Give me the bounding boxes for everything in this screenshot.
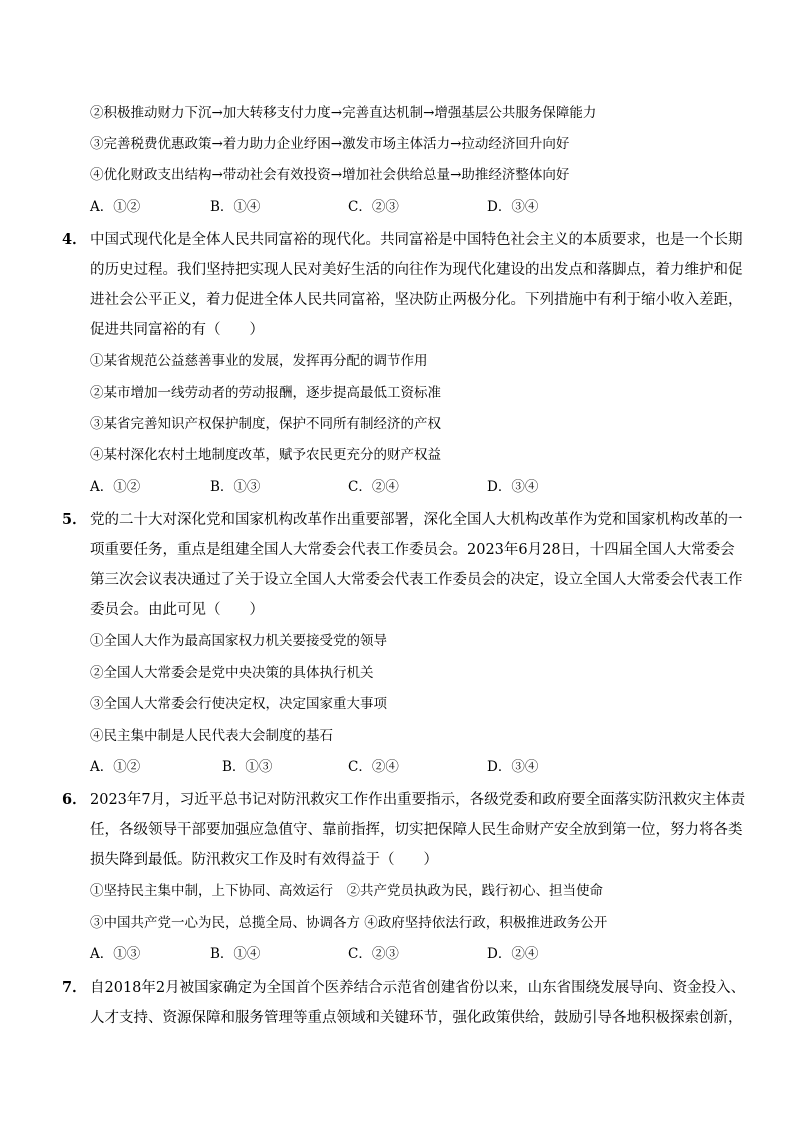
q7-number: 7． bbox=[62, 979, 87, 996]
q5-item-2: ②全国人大常委会是党中央决策的具体执行机关 bbox=[90, 665, 374, 681]
q5-option-b: B．①③ bbox=[222, 759, 273, 775]
q6-stem-line-2: 任，各级领导干部要加强应急值守、靠前指挥，切实把保障人民生命财产安全放到第一位，努力将各类 bbox=[90, 822, 743, 838]
q4-item-4: ④某村深化农村土地制度改革，赋予农民更充分的财产权益 bbox=[90, 447, 441, 463]
q3-option-c: C．②③ bbox=[348, 199, 399, 215]
q6-number: 6． bbox=[62, 791, 87, 808]
q6-stem-line-3: 损失降到最低。防汛救灾工作及时有效得益于（ ） bbox=[90, 852, 438, 868]
q6-stem-line-1: 2023年7月，习近平总书记对防汛救灾工作作出重要指示，各级党委和政府要全面落实防汛救灾主体责 bbox=[90, 792, 746, 808]
q3-item-2: ②积极推动财力下沉→加大转移支付力度→完善直达机制→增强基层公共服务保障能力 bbox=[90, 105, 597, 121]
q3-item-4: ④优化财政支出结构→带动社会有效投资→增加社会供给总量→助推经济整体向好 bbox=[90, 167, 570, 183]
q4-stem-line-3: 进社会公平正义，着力促进全体人民共同富裕，坚决防止两极分化。下列措施中有利于缩小收入差距， bbox=[90, 292, 743, 308]
q4-option-c: C．②④ bbox=[348, 479, 399, 495]
q4-option-b: B．①③ bbox=[210, 479, 261, 495]
q6-option-c: C．②③ bbox=[348, 946, 399, 962]
q4-stem-line-1: 中国式现代化是全体人民共同富裕的现代化。共同富裕是中国特色社会主义的本质要求，也是一个长期 bbox=[90, 232, 743, 248]
q4-option-a: A．①② bbox=[90, 479, 141, 495]
q5-option-c: C．②④ bbox=[348, 759, 399, 775]
q3-item-3: ③完善税费优惠政策→着力助力企业纾困→激发市场主体活力→拉动经济回升向好 bbox=[90, 136, 570, 152]
q5-stem-line-1: 党的二十大对深化党和国家机构改革作出重要部署，深化全国人大机构改革作为党和国家机构改革的一 bbox=[90, 512, 743, 528]
q3-option-a: A．①② bbox=[90, 199, 141, 215]
q5-stem-line-4: 委员会。由此可见（ ） bbox=[90, 602, 264, 618]
q3-option-d: D．③④ bbox=[487, 199, 539, 215]
q5-item-4: ④民主集中制是人民代表大会制度的基石 bbox=[90, 728, 333, 744]
q4-item-3: ③某省完善知识产权保护制度，保护不同所有制经济的产权 bbox=[90, 416, 441, 432]
q5-item-3: ③全国人大常委会行使决定权，决定国家重大事项 bbox=[90, 696, 387, 712]
q6-items-row-2: ③中国共产党一心为民，总揽全局、协调各方 ④政府坚持依法行政，积极推进政务公开 bbox=[90, 915, 608, 931]
q6-option-b: B．①④ bbox=[210, 946, 261, 962]
q4-item-2: ②某市增加一线劳动者的劳动报酬，逐步提高最低工资标准 bbox=[90, 385, 441, 401]
q5-option-a: A．①② bbox=[90, 759, 141, 775]
q4-number: 4． bbox=[62, 231, 87, 248]
q6-option-d: D．②④ bbox=[487, 946, 539, 962]
q5-item-1: ①全国人大作为最高国家权力机关要接受党的领导 bbox=[90, 633, 387, 649]
q5-number: 5． bbox=[62, 511, 87, 528]
q5-option-d: D．③④ bbox=[487, 759, 539, 775]
q6-items-row-1: ①坚持民主集中制，上下协同、高效运行 ②共产党员执政为民，践行初心、担当使命 bbox=[90, 883, 603, 899]
q4-stem-line-4: 促进共同富裕的有（ ） bbox=[90, 322, 264, 338]
q4-option-d: D．③④ bbox=[487, 479, 539, 495]
q4-item-1: ①某省规范公益慈善事业的发展，发挥再分配的调节作用 bbox=[90, 353, 428, 369]
q6-option-a: A．①③ bbox=[90, 946, 141, 962]
q7-stem-line-2: 人才支持、资源保障和服务管理等重点领域和关键环节，强化政策供给，鼓励引导各地积极探索创新， bbox=[90, 1010, 743, 1026]
q5-stem-line-3: 第三次会议表决通过了关于设立全国人大常委会代表工作委员会的决定，设立全国人大常委会代表工作 bbox=[90, 572, 743, 588]
q4-stem-line-2: 的历史过程。我们坚持把实现人民对美好生活的向往作为现代化建设的出发点和落脚点，着力维护和促 bbox=[90, 262, 743, 278]
q7-stem-line-1: 自2018年2月被国家确定为全国首个医养结合示范省创建省份以来，山东省围绕发展导向、资金投入、 bbox=[90, 980, 746, 996]
q5-stem-line-2: 项重要任务，重点是组建全国人大常委会代表工作委员会。2023年6月28日，十四届全国人大常委会 bbox=[90, 542, 735, 558]
q3-option-b: B．①④ bbox=[210, 199, 261, 215]
